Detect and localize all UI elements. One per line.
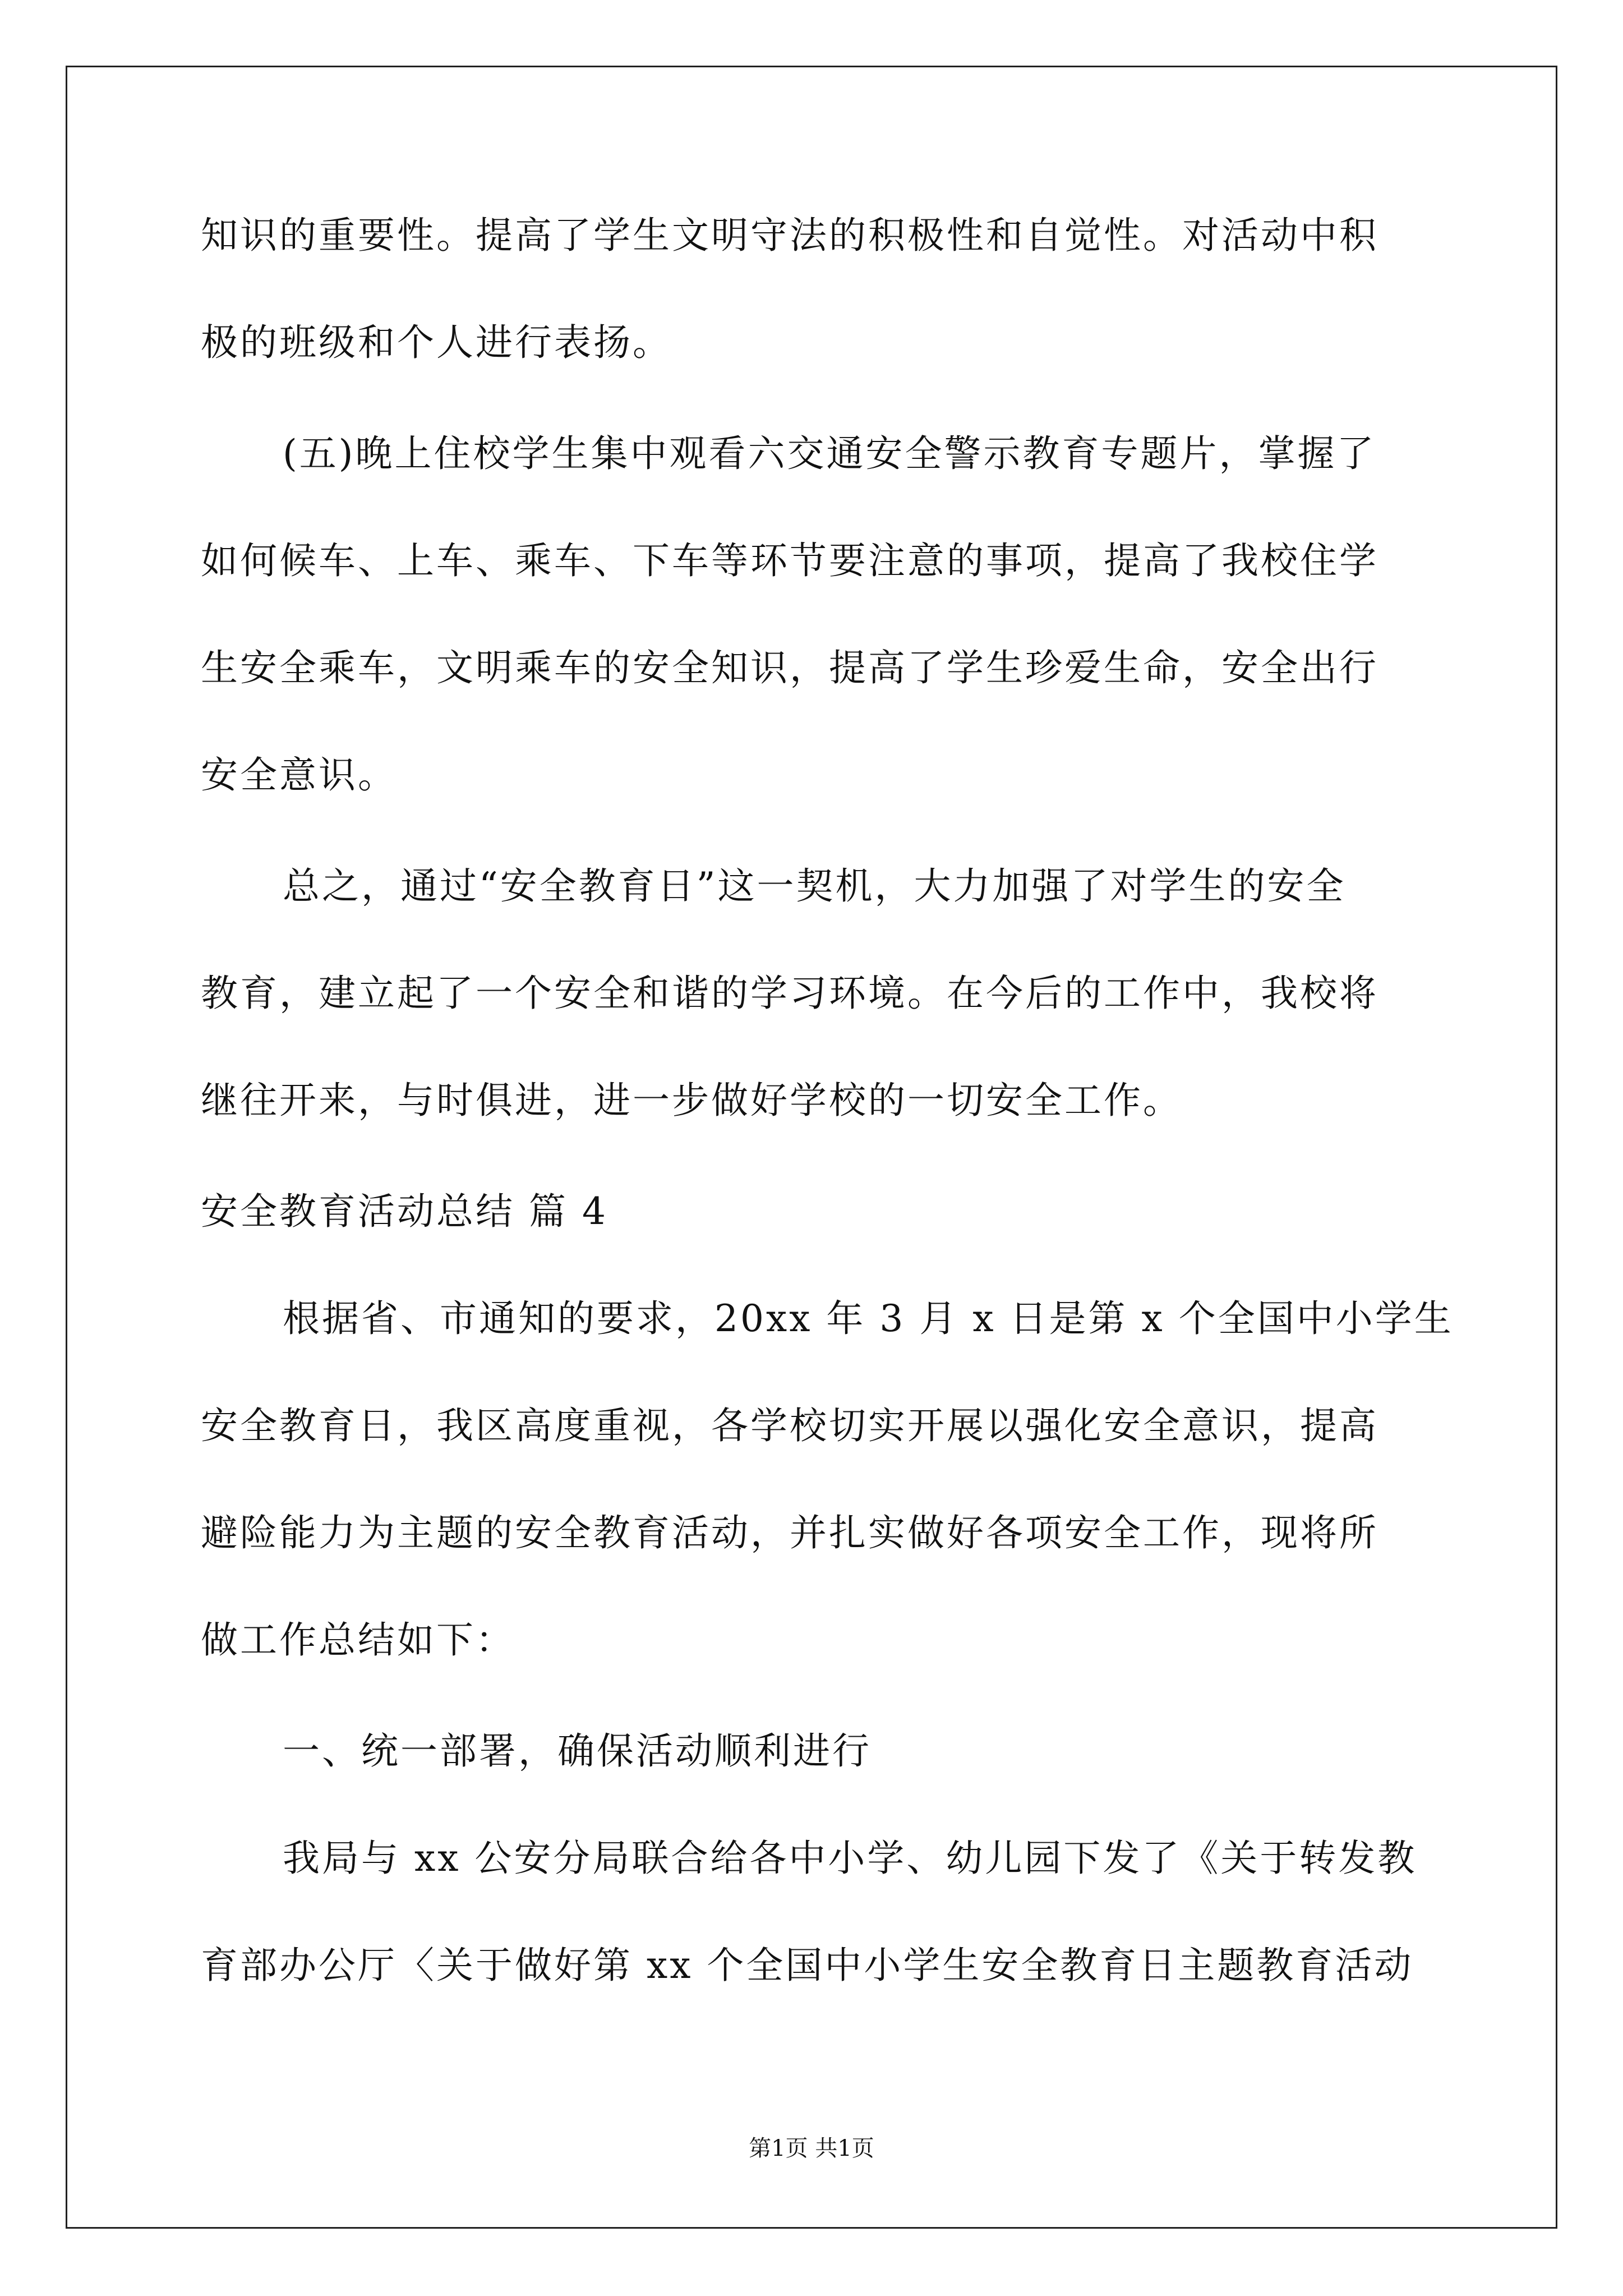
paragraph-line: 安全教育日，我区高度重视，各学校切实开展以强化安全意识，提高 <box>201 1404 1378 1447</box>
paragraph-line: 教育，建立起了一个安全和谐的学习环境。在今后的工作中，我校将 <box>201 972 1378 1015</box>
page-border <box>66 66 1557 2229</box>
paragraph-line: 如何候车、上车、乘车、下车等环节要注意的事项，提高了我校住学 <box>201 539 1378 582</box>
paragraph-line: 总之，通过“安全教育日”这一契机，大力加强了对学生的安全 <box>283 864 1346 908</box>
paragraph-line: 我局与 xx 公安分局联合给各中小学、幼儿园下发了《关于转发教 <box>283 1837 1417 1880</box>
paragraph-line: 根据省、市通知的要求，20xx 年 3 月 x 日是第 x 个全国中小学生 <box>283 1297 1454 1340</box>
paragraph-line: 生安全乘车，文明乘车的安全知识，提高了学生珍爱生命，安全出行 <box>201 646 1378 689</box>
section-heading: 安全教育活动总结 篇 4 <box>201 1190 608 1233</box>
paragraph-line: 继往开来，与时俱进，进一步做好学校的一切安全工作。 <box>201 1079 1182 1122</box>
paragraph-line: 知识的重要性。提高了学生文明守法的积极性和自觉性。对活动中积 <box>201 214 1378 257</box>
paragraph-line: 极的班级和个人进行表扬。 <box>201 321 672 364</box>
paragraph-line: 做工作总结如下： <box>201 1618 515 1662</box>
paragraph-line: (五)晚上住校学生集中观看六交通安全警示教育专题片，掌握了 <box>283 432 1376 475</box>
subsection-heading: 一、统一部署，确保活动顺利进行 <box>283 1729 872 1773</box>
paragraph-line: 安全意识。 <box>201 753 397 797</box>
paragraph-line: 育部办公厅〈关于做好第 xx 个全国中小学生安全教育日主题教育活动 <box>201 1944 1414 1987</box>
paragraph-line: 避险能力为主题的安全教育活动，并扎实做好各项安全工作，现将所 <box>201 1511 1378 1554</box>
page-number-footer: 第1页 共1页 <box>749 2136 874 2161</box>
